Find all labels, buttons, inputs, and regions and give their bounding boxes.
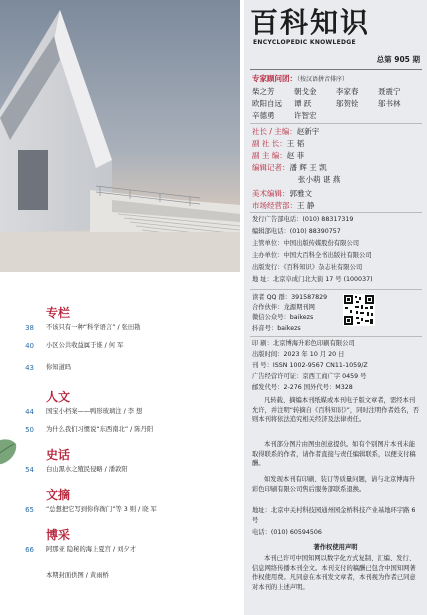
staff-row: [252, 163, 327, 172]
article-title: 小区公共收益属于谁: [46, 342, 103, 349]
staff-label: 副 社 长：: [252, 139, 287, 148]
social-line: 合作伙伴：龙源期刊网: [252, 304, 315, 311]
page-number: 65: [25, 506, 34, 514]
toc-row[interactable]: 50 为什么我们习惯说“东西南北” / 陈丹阳: [0, 424, 240, 436]
copyright-text: 本刊已许可中国知网以数字化方式复制、汇编、发行、信息网络传播本刊全文。本刊支付的稿酬已包含中国知网著作权使用费。凡同意在本刊发文章者，本刊视为作者已同意对本刊的上述声明。: [252, 555, 416, 591]
toc-row[interactable]: [0, 362, 240, 374]
toc-row[interactable]: 40 小区公共收益属于谁 / 何 军: [0, 340, 240, 352]
page-number: 66: [25, 546, 34, 554]
board-name: 欧阳自远: [252, 99, 282, 108]
staff-label: 社长 / 主编：: [252, 127, 297, 136]
cover-photo: [0, 0, 240, 272]
social-line: 抖音号：baikezs: [252, 325, 301, 332]
staff-label: 市场经营部：: [252, 201, 297, 210]
divider: [250, 289, 422, 290]
issue-number: 总第 905 期: [376, 55, 420, 64]
board-heading-label: 专家顾问团：: [252, 74, 297, 83]
page-number: 40: [25, 342, 34, 350]
article-author: 何 军: [108, 342, 124, 349]
printing-line: 邮发代号：2-276 国外代号：M328: [252, 384, 353, 391]
article-title: 阿那亚 隐秘的海上夏宫: [46, 546, 111, 553]
board-name: 邬贺铨: [336, 99, 359, 108]
article-author: 李 想: [127, 408, 143, 415]
staff-value: 王 韬: [286, 139, 305, 148]
toc-row[interactable]: 38 不该只有一种“科学语言” / 张田勘: [0, 322, 240, 334]
board-name: 辛德勇: [252, 111, 275, 120]
image-notice: 本刊部分图片由图虫创意提供。如有个别图片本刊未能取得联系的作者，请作者直接与责任编辑联系，以便支付稿酬。: [252, 441, 416, 467]
printing-line: 刊 号：ISSN 1002-9567 CN11-1059/Z: [252, 362, 368, 369]
staff-row: [252, 151, 304, 160]
staff-label: 副 主 编：: [252, 151, 287, 160]
board-note: （按汉语拼音排序）: [297, 76, 349, 83]
masthead: [250, 6, 422, 66]
staff-row: [252, 127, 319, 136]
masthead-divider: [250, 69, 422, 70]
section-heading: 专栏: [46, 306, 71, 320]
page-number: 50: [25, 426, 34, 434]
article-title: “总想把它写到你你衙门”等 3 则: [46, 506, 137, 513]
printing-line: 印 刷：北京博海升彩色印刷有限公司: [252, 340, 355, 347]
service-phone: 电话：(010) 60594506: [252, 529, 322, 536]
article-author: 张田勘: [121, 324, 141, 331]
article-author: 晓 军: [142, 506, 157, 513]
staff-value: 潘 辉 王 凯: [289, 163, 327, 172]
section-heading: 史话: [46, 448, 71, 462]
staff-label: 美术编辑：: [252, 189, 290, 198]
page-number: 38: [25, 324, 34, 332]
toc-row[interactable]: 54 白山黑水之殖民侵略 / 潘敦阳: [0, 464, 240, 476]
article-title: 为什么我们习惯说“东西南北”: [46, 426, 129, 433]
board-name: 朝戈金: [294, 87, 317, 96]
board-name: 谭 跃: [294, 99, 312, 108]
toc-row[interactable]: 44 国宝小档案——鸭形玻璃注 / 李 想: [0, 406, 240, 418]
social-line: 读者 QQ 群：391587829: [252, 294, 328, 301]
toc-row[interactable]: 65 “总想把它写到你你衙门”等 3 则 / 晓 军: [0, 504, 240, 516]
qr-code-icon[interactable]: [343, 294, 375, 326]
staff-row: [252, 201, 314, 210]
reprint-notice: 凡转载、摘编本刊纸媒或本刊电子版文章者，需经本刊允许，并注明“转摘自《百科知识》”，同时注明作者姓名，否则本刊将依法追究相关经济及法律责任。: [252, 397, 420, 423]
article-author: 陈丹阳: [134, 426, 154, 433]
board-heading: [252, 74, 348, 84]
printing-line: 广告经营许可证：京西工商广字 0459 号: [252, 373, 367, 380]
staff-value: 张小萌 谌 燕: [298, 175, 341, 184]
section-heading: 人文: [46, 390, 71, 404]
divider: [250, 123, 422, 124]
copyright-heading: 著作权使用声明: [313, 544, 358, 551]
board-name: 许智宏: [294, 111, 317, 120]
staff-value: 王 静: [297, 201, 315, 210]
board-name: 邬书林: [378, 99, 401, 108]
page-number: 54: [25, 466, 34, 474]
staff-label: 编辑记者：: [252, 163, 290, 172]
article-title: 国宝小档案——鸭形玻璃注: [46, 408, 122, 415]
printing-line: 出版时间：2023 年 10 月 20 日: [252, 351, 345, 358]
publisher-line: 编辑部电话：(010) 88390757: [252, 228, 341, 235]
article-title: 白山黑水之殖民侵略: [46, 466, 103, 473]
staff-row: [252, 139, 304, 148]
board-name: 柴之芳: [252, 87, 275, 96]
article-author: 刘夕才: [117, 546, 136, 553]
board-name: 李家春: [336, 87, 359, 96]
publisher-line: 出版发行：《百科知识》杂志社有限公司: [252, 264, 363, 271]
magazine-title: 百科知识: [250, 6, 371, 39]
service-address: 地址：北京中关村科技园通州园金桥科技产业基地环宇路 6 号: [252, 507, 416, 524]
toc-row[interactable]: 66 阿那亚 隐秘的海上夏宫 / 刘夕才: [0, 544, 240, 556]
publisher-line: 发行广告部电话：(010) 88317319: [252, 216, 354, 223]
board-name: 聂震宁: [378, 87, 401, 96]
social-line: 微信公众号：baikezs: [252, 314, 314, 321]
page-number: 43: [25, 364, 34, 372]
divider: [250, 212, 422, 213]
staff-row: [252, 189, 312, 198]
publisher-line: 主办单位：中国大百科全书出版社有限公司: [252, 252, 372, 259]
divider: [250, 336, 422, 337]
cover-credit: 本期封面供图 / 黄雨桥: [46, 572, 109, 579]
publisher-line: 主管单位：中国出版传媒股份有限公司: [252, 240, 360, 247]
article-title: 你知道吗: [46, 364, 72, 371]
article-author: 潘敦阳: [108, 466, 128, 473]
page-number: 44: [25, 408, 34, 416]
staff-value: 赵 菲: [286, 151, 305, 160]
magazine-subtitle: ENCYCLOPEDIC KNOWLEDGE: [253, 39, 356, 46]
section-heading: 文摘: [46, 488, 71, 502]
table-of-contents: [0, 290, 240, 615]
staff-value: 赵新宇: [296, 127, 320, 136]
section-heading: 博采: [46, 528, 71, 542]
publisher-line: 地 址：北京阜成门北大街 17 号 (100037): [252, 276, 373, 283]
leaf-decoration-icon: [0, 434, 20, 474]
quality-notice: 如发现本刊有印刷、装订等质量问题，请与北京博海升彩色印刷有限公司售后服务部联系退换。: [252, 476, 416, 493]
staff-value: 郭雅文: [289, 189, 312, 198]
article-title: 不该只有一种“科学语言”: [46, 324, 116, 331]
